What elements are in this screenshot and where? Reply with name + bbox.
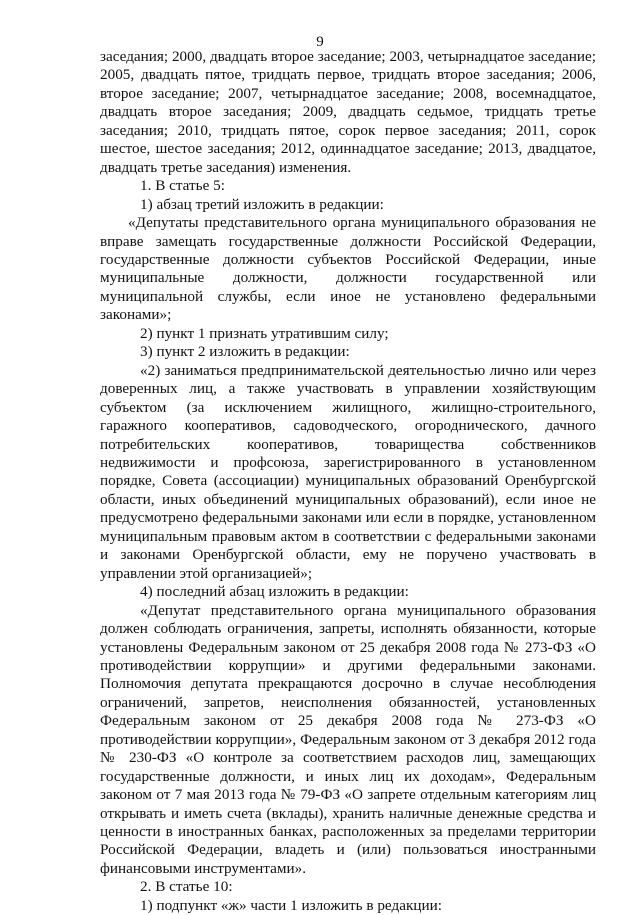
paragraph-item-1: 1) абзац третий изложить в редакции:: [140, 195, 384, 213]
paragraph-quote-business: «2) заниматься предпринимательской деятельностью лично или через доверенных лиц, а также участвовать в управлении хозяйствующим субъектом (за исключением жилищного, жилищно-строительного, гаражного кооперативов, садоводческого, огороднического, дачного потребительских кооперативов, товарищества собственников недвижимости и профсоюза, зарегистрированного в установленном порядке, Совета (ассоциации) муниципальных образований Оренбургской области, иных объединений муниципальных образований), если иное не предусмотрено федеральными законами или если в порядке, установленном муниципальным правовым актом в соответствии с федеральными законами и законами Оренбургской области, ему не поручено участвовать в управлении этой организацией»;: [100, 361, 596, 582]
paragraph-article-5: 1. В статье 5:: [140, 177, 225, 195]
document-body: [100, 48, 596, 915]
paragraph-subitem-zh: 1) подпункт «ж» части 1 изложить в редакции:: [140, 896, 442, 914]
paragraph-item-2: 2) пункт 1 признать утратившим силу;: [140, 324, 389, 342]
paragraph-article-10: 2. В статье 10:: [140, 878, 233, 896]
paragraph-item-3: 3) пункт 2 изложить в редакции:: [140, 343, 350, 361]
page-number: 9: [316, 34, 324, 50]
paragraph-item-4: 4) последний абзац изложить в редакции:: [140, 583, 409, 601]
paragraph-quote-deputies: «Депутаты представительного органа муниципального образования не вправе замещать государственные должности Российской Федерации, государственные должности субъектов Российской Федерации, иные муниципальные должности, должности государственной или муниципальной службы, если иное не установлено федеральными законами»;: [100, 214, 596, 324]
paragraph-continuation: заседания; 2000, двадцать второе заседание; 2003, четырнадцатое заседание; 2005, двадцать пятое, тридцать первое, тридцать второе заседания; 2006, второе заседание; 2007, четырнадцатое заседание; 2008, восемнадцатое, двадцать второе заседания; 2009, двадцать седьмое, тридцать третье заседания; 2010, тридцать пятое, сорок первое заседания; 2011, сорок шестое, шестое заседания; 2012, одиннадцатое заседание; 2013, двадцатое, двадцать третье заседания) изменения.: [100, 48, 596, 176]
paragraph-quote-deputy-duties: «Депутат представительного органа муниципального образования должен соблюдать ограничения, запреты, исполнять обязанности, которые установлены Федеральным законом от 25 декабря 2008 года № 273-ФЗ «О противодействии коррупции» и другими федеральными законами. Полномочия депутата прекращаются досрочно в случае несоблюдения ограничений, запретов, неисполнения обязанностей, установленных Федеральным законом от 25 декабря 2008 года № 273-ФЗ «О противодействии коррупции», Федеральным законом от 3 декабря 2012 года № 230-ФЗ «О контроле за соответствием расходов лиц, замещающих государственные должности, и иных лиц их доходам», Федеральным законом от 7 мая 2013 года № 79-ФЗ «О запрете отдельным категориям лиц открывать и иметь счета (вклады), хранить наличные денежные средства и ценности в иностранных банках, расположенных за пределами территории Российской Федерации, владеть и (или) пользоваться иностранными финансовыми инструментами».: [100, 601, 596, 877]
